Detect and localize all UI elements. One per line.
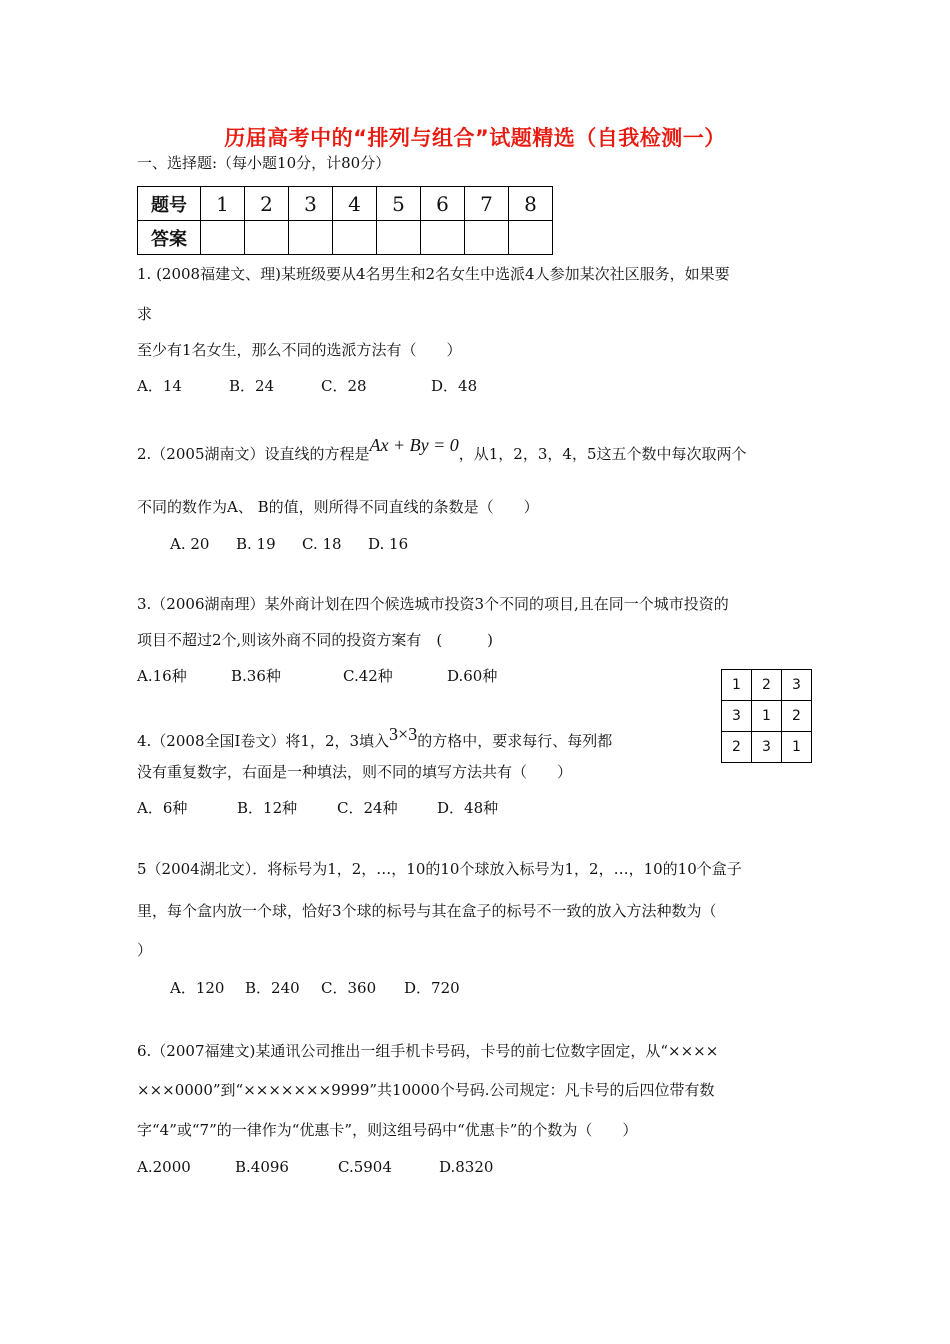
q4-option-c: C．24种 — [337, 799, 398, 817]
q2-suffix: ，从1，2，3，4，5这五个数中每次取两个 — [458, 445, 747, 463]
question-number-cell: 3 — [289, 187, 333, 221]
q6-option-d: D.8320 — [439, 1158, 494, 1176]
q2-option-a: A. 20 — [170, 535, 210, 553]
q5-options — [170, 978, 460, 998]
q2-line1 — [137, 435, 747, 464]
q6-line1: 6.（2007福建文)某通讯公司推出一组手机卡号码，卡号的前七位数字固定，从“×××× — [137, 1042, 719, 1060]
answer-cell[interactable] — [509, 221, 553, 255]
q5-option-d: D．720 — [404, 979, 460, 997]
question-number-cell: 6 — [421, 187, 465, 221]
q3-option-c: C.42种 — [343, 667, 393, 685]
q3-options — [137, 666, 497, 686]
q5-option-b: B．240 — [245, 979, 300, 997]
grid-cell: 1 — [782, 732, 812, 763]
answer-cell[interactable] — [377, 221, 421, 255]
answer-cell[interactable] — [201, 221, 245, 255]
page-title: 历届高考中的“排列与组合”试题精选（自我检测一） — [224, 126, 726, 150]
q6-line2: ×××0000”到“×××××××9999”共10000个号码.公司规定：凡卡号的后四位带有数 — [137, 1081, 715, 1099]
question-number-label: 题号 — [138, 187, 201, 221]
q5-line1: 5（2004湖北文）．将标号为1，2，…，10的10个球放入标号为1，2，…，10的10个盒子 — [137, 860, 742, 878]
grid-cell: 1 — [722, 670, 752, 701]
q6-option-a: A.2000 — [137, 1158, 191, 1176]
q5-line2: 里，每个盒内放一个球，恰好3个球的标号与其在盒子的标号不一致的放入方法种数为（ — [137, 902, 717, 920]
q4-suffix: 的方格中，要求每行、每列都 — [417, 732, 613, 750]
q1-line3: 至少有1名女生，那么不同的选派方法有（ ） — [137, 341, 462, 359]
q6-option-b: B.4096 — [235, 1158, 289, 1176]
answer-cell[interactable] — [333, 221, 377, 255]
question-number-cell: 7 — [465, 187, 509, 221]
answer-cell[interactable] — [245, 221, 289, 255]
grid-cell: 3 — [752, 732, 782, 763]
q4-line1 — [137, 724, 613, 751]
question-number-cell: 4 — [333, 187, 377, 221]
q3-option-b: B.36种 — [231, 667, 281, 685]
answer-table-answer-row — [138, 221, 553, 255]
answer-cell[interactable] — [289, 221, 333, 255]
q4-option-d: D．48种 — [437, 799, 499, 817]
grid-row — [722, 701, 812, 732]
q6-options — [137, 1157, 493, 1177]
q1-options — [137, 376, 477, 396]
grid-cell: 2 — [752, 670, 782, 701]
grid-cell: 2 — [782, 701, 812, 732]
q2-option-d: D. 16 — [368, 535, 409, 553]
grid-cell: 2 — [722, 732, 752, 763]
answer-cell[interactable] — [421, 221, 465, 255]
question-number-cell: 2 — [245, 187, 289, 221]
question-number-cell: 1 — [201, 187, 245, 221]
q1-option-c: C．28 — [321, 377, 367, 395]
latin-square-grid — [721, 669, 812, 763]
grid-cell: 3 — [722, 701, 752, 732]
question-number-cell: 5 — [377, 187, 421, 221]
answer-table — [137, 186, 553, 255]
q1-line1: 1. (2008福建文、理)某班级要从4名男生和2名女生中选派4人参加某次社区服务，如果要 — [137, 265, 730, 283]
q5-option-c: C．360 — [321, 979, 377, 997]
q3-option-a: A.16种 — [137, 667, 187, 685]
q6-line3: 字“4”或“7”的一律作为“优惠卡”，则这组号码中“优惠卡”的个数为（ ） — [137, 1121, 638, 1139]
grid-row — [722, 670, 812, 701]
q1-line2: 求 — [137, 305, 153, 323]
q2-formula: Ax + By = 0 — [369, 435, 459, 455]
grid-cell: 3 — [782, 670, 812, 701]
q4-line2: 没有重复数字，右面是一种填法，则不同的填写方法共有（ ） — [137, 763, 573, 781]
q4-options — [137, 798, 498, 818]
q2-line2: 不同的数作为A、 B的值，则所得不同直线的条数是（ ） — [137, 498, 539, 516]
q4-formula: 3×3 — [389, 724, 418, 744]
q1-option-a: A．14 — [137, 377, 182, 395]
answer-cell[interactable] — [465, 221, 509, 255]
grid-cell: 1 — [752, 701, 782, 732]
q2-prefix: 2.（2005湖南文）设直线的方程是 — [137, 445, 370, 463]
answer-table-number-row — [138, 187, 553, 221]
q3-option-d: D.60种 — [447, 667, 498, 685]
q2-option-c: C. 18 — [302, 535, 342, 553]
question-number-cell: 8 — [509, 187, 553, 221]
q4-option-a: A．6种 — [137, 799, 188, 817]
q2-options — [170, 534, 408, 554]
q1-option-d: D．48 — [431, 377, 478, 395]
q3-line1: 3.（2006湖南理）某外商计划在四个候选城市投资3个不同的项目,且在同一个城市投资的 — [137, 595, 729, 613]
q3-line2: 项目不超过2个,则该外商不同的投资方案有 ( ) — [137, 631, 494, 649]
q4-prefix: 4.（2008全国Ⅰ卷文）将1，2，3填入 — [137, 732, 390, 750]
q5-line3: ） — [137, 941, 153, 959]
answer-label: 答案 — [138, 221, 201, 255]
q4-option-b: B．12种 — [237, 799, 298, 817]
section-heading: 一、选择题:（每小题10分，计80分） — [137, 154, 391, 172]
q1-option-b: B．24 — [229, 377, 275, 395]
q2-option-b: B. 19 — [236, 535, 276, 553]
grid-row — [722, 732, 812, 763]
q6-option-c: C.5904 — [338, 1158, 392, 1176]
q5-option-a: A．120 — [170, 979, 225, 997]
